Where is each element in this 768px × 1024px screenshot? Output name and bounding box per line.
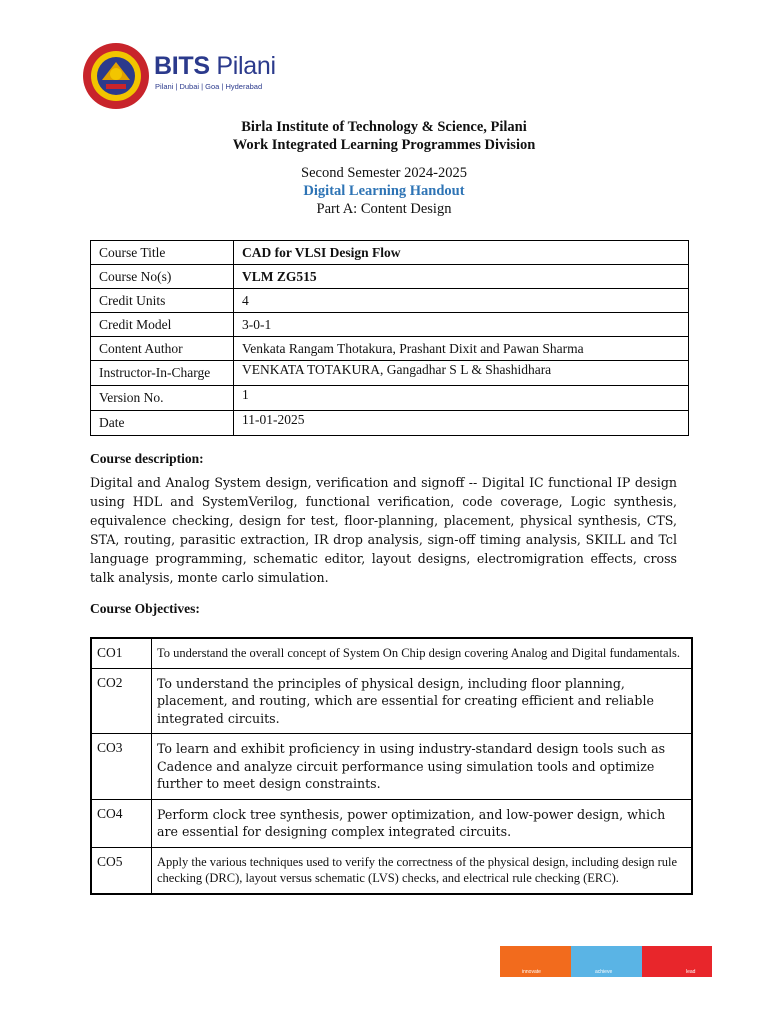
info-label: Version No. [91,386,234,411]
description-text: Digital and Analog System design, verification and signoff -- Digital IC functional IP design using HDL and SystemVerilog, functional verification, code coverage, Logic synthesis, equivalence checking, design for test, floor-planning, placement, physical synthesis, CTS, STA, routing, parasitic extraction, IR drop analysis, sign-off timing analysis, SKILL and Tcl language programming, schematic editor, layout designs, electromigration effects, cross talk analysis, monte carlo simulation. [90,475,677,585]
description-heading: Course description: [90,451,204,466]
objective-code: CO5 [91,847,152,894]
table-row [91,734,692,800]
objective-code: CO4 [91,799,152,847]
objective-text: To understand the overall concept of System On Chip design covering Analog and Digital fundamentals. [152,638,693,668]
part-title: Part A: Content Design [316,201,452,217]
campus-list: Pilani | Dubai | Goa | Hyderabad [155,82,263,91]
objectives-heading: Course Objectives: [90,601,200,616]
info-label: Instructor-In-Charge [91,361,234,386]
objective-code: CO3 [91,734,152,800]
footer-segment-innovate: innovate [500,946,571,977]
info-value: 3-0-1 [234,313,689,337]
brand-name: BITS Pilani [154,52,276,80]
table-row [91,386,689,411]
table-row [91,361,689,386]
objective-code: CO2 [91,668,152,734]
table-row [91,411,689,436]
table-row [91,265,689,289]
table-row [91,337,689,361]
info-value: CAD for VLSI Design Flow [234,241,689,265]
info-value: Venkata Rangam Thotakura, Prashant Dixit and Pawan Sharma [234,337,689,361]
bits-crest-icon [82,40,150,112]
table-row [91,289,689,313]
info-value: 11-01-2025 [234,411,689,436]
institute-name: Birla Institute of Technology & Science, Pilani [241,119,527,135]
handout-title: Digital Learning Handout [303,183,465,199]
semester: Second Semester 2024-2025 [301,165,467,181]
info-value: VENKATA TOTAKURA, Gangadhar S L & Shashidhara [234,361,689,386]
table-row [91,638,692,668]
bits-pilani-logo [82,40,282,112]
division-name: Work Integrated Learning Programmes Division [232,137,536,153]
info-value: VLM ZG515 [234,265,689,289]
info-label: Course No(s) [91,265,234,289]
objective-text: To understand the principles of physical design, including floor planning, placement, and routing, which are essential for creating efficient and reliable integrated circuits. [152,668,693,734]
footer-brand-bar [500,946,712,977]
info-value: 4 [234,289,689,313]
footer-segment-lead: lead [642,946,712,977]
objective-text: Perform clock tree synthesis, power optimization, and low-power design, which are essential for designing complex integrated circuits. [152,799,693,847]
objective-text: To learn and exhibit proficiency in using industry-standard design tools such as Cadence and analyze circuit performance using simulation tools and optimize further to meet design constraints. [152,734,693,800]
footer-segment-achieve: achieve [571,946,642,977]
objective-code: CO1 [91,638,152,668]
objective-text: Apply the various techniques used to verify the correctness of the physical design, including design rule checking (DRC), layout versus schematic (LVS) checks, and electrical rule checking (ERC). [152,847,693,894]
objectives-table [90,637,693,895]
table-row [91,799,692,847]
info-label: Content Author [91,337,234,361]
info-value: 1 [234,386,689,411]
table-row [91,668,692,734]
info-label: Credit Units [91,289,234,313]
table-row [91,847,692,894]
info-label: Credit Model [91,313,234,337]
table-row [91,313,689,337]
table-row [91,241,689,265]
info-label: Course Title [91,241,234,265]
course-info-table [90,240,689,436]
info-label: Date [91,411,234,436]
